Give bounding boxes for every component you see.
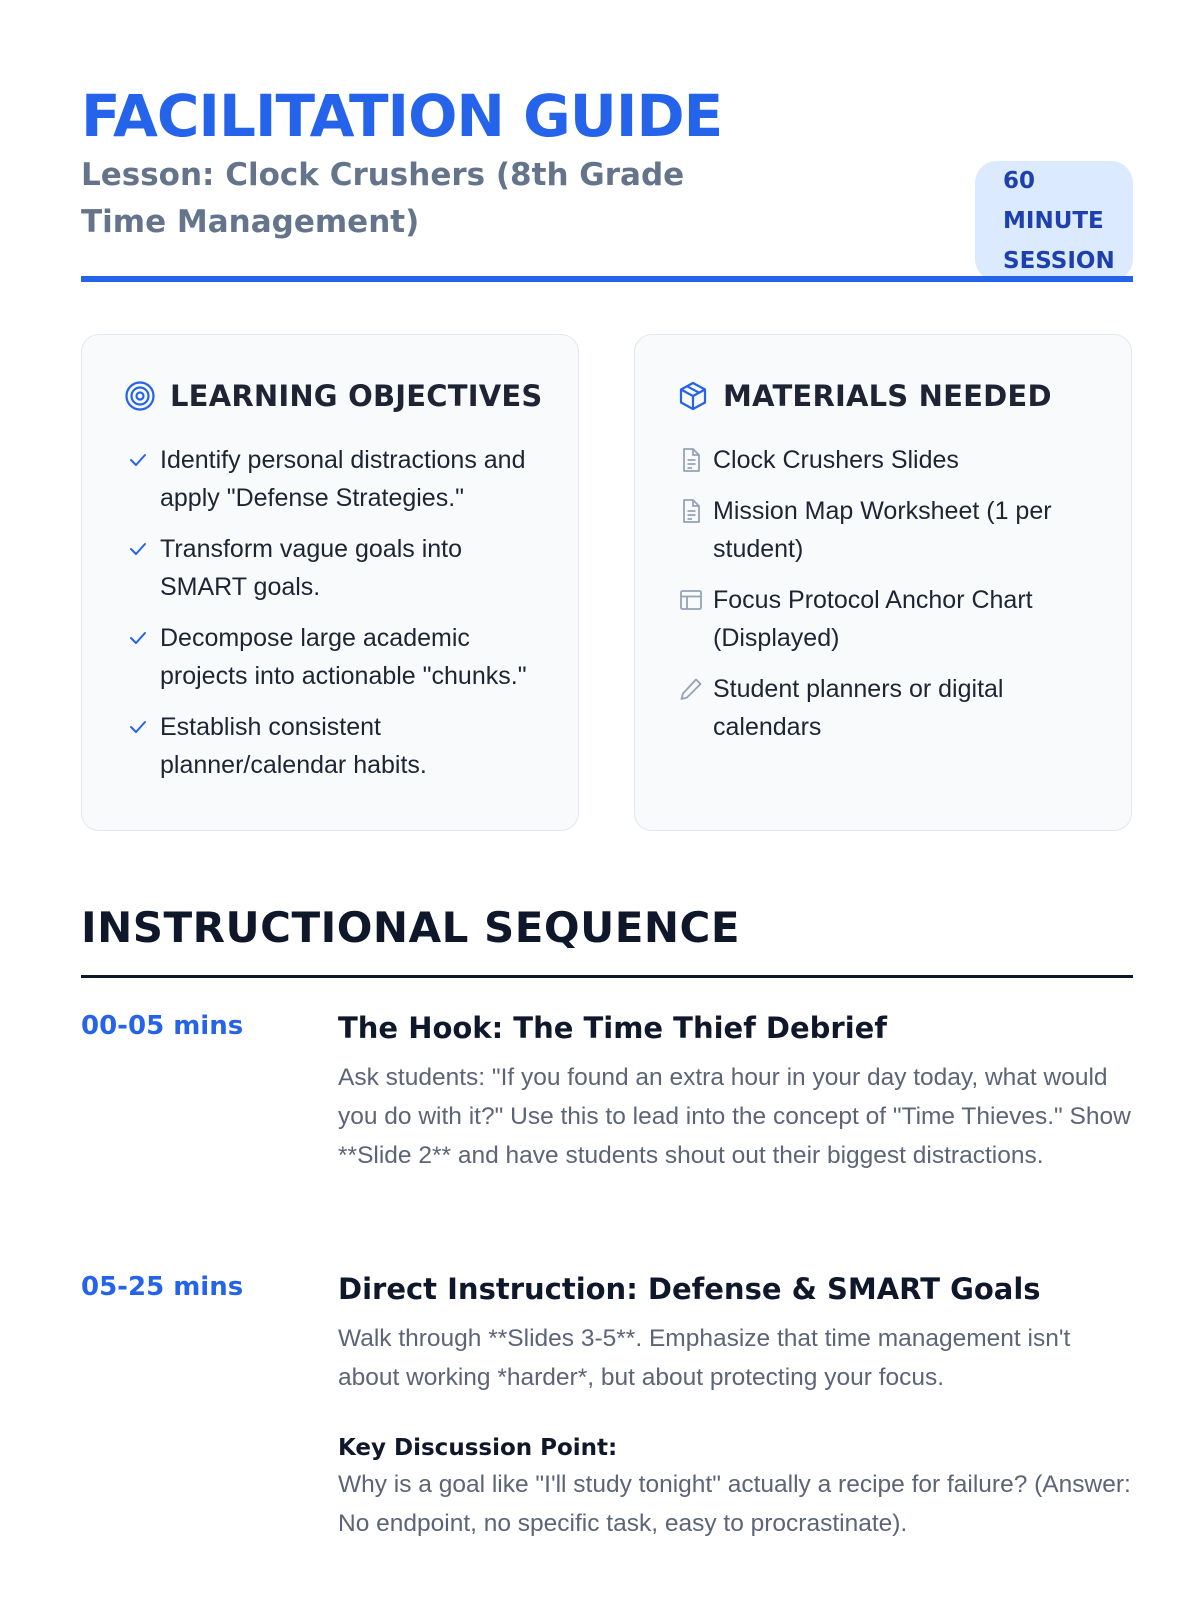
check-icon [124, 535, 152, 563]
key-discussion-text: Why is a goal like "I'll study tonight" actually a recipe for failure? (Answer: No endpoint, no specific task, easy to procrastinate). [338, 1471, 1131, 1537]
material-label: Focus Protocol Anchor Chart (Displayed) [713, 586, 1033, 652]
list-item [677, 670, 1101, 746]
material-label: Student planners or digital calendars [713, 675, 1004, 741]
objectives-list [124, 441, 548, 797]
step-body [338, 1008, 1133, 1175]
header-row [81, 152, 1133, 274]
list-item [124, 441, 548, 517]
list-item [124, 619, 548, 695]
session-length-badge: 60 MINUTE SESSION [975, 161, 1133, 281]
materials-needed-card [634, 334, 1132, 831]
layout-icon [677, 586, 705, 614]
list-item [124, 708, 548, 784]
materials-list [677, 441, 1101, 759]
materials-needed-header [677, 379, 1052, 413]
target-icon [124, 380, 156, 412]
key-discussion-label: Key Discussion Point: [338, 1435, 618, 1461]
step-time: 00-05 mins [81, 1011, 244, 1041]
material-label: Mission Map Worksheet (1 per student) [713, 497, 1052, 563]
step-body [338, 1269, 1133, 1543]
learning-objectives-card [81, 334, 579, 831]
list-item [677, 581, 1101, 657]
materials-needed-title: MATERIALS NEEDED [723, 379, 1052, 413]
material-label: Clock Crushers Slides [713, 446, 959, 474]
facilitation-guide-page [81, 80, 1133, 1537]
step-heading: The Hook: The Time Thief Debrief [338, 1011, 887, 1045]
objective-text: Identify personal distractions and apply "Defense Strategies." [160, 446, 526, 512]
header-divider [81, 276, 1133, 282]
list-item [677, 441, 1101, 479]
objective-text: Establish consistent planner/calendar habits. [160, 713, 427, 779]
step-heading: Direct Instruction: Defense & SMART Goals [338, 1272, 1041, 1306]
check-icon [124, 713, 152, 741]
list-item [677, 492, 1101, 568]
list-item [124, 530, 548, 606]
check-icon [124, 446, 152, 474]
step-description: Ask students: "If you found an extra hour in your day today, what would you do with it?" Use this to lead into the concept of "Time Thieves." Show **Slide 2** and have students shout out their biggest distractions. [338, 1064, 1131, 1169]
step-time: 05-25 mins [81, 1272, 244, 1302]
pencil-icon [677, 675, 705, 703]
objective-text: Transform vague goals into SMART goals. [160, 535, 463, 601]
sequence-divider [81, 975, 1133, 978]
learning-objectives-title: LEARNING OBJECTIVES [170, 379, 543, 413]
document-icon [677, 446, 705, 474]
objective-text: Decompose large academic projects into actionable "chunks." [160, 624, 527, 690]
learning-objectives-header [124, 379, 542, 413]
check-icon [124, 624, 152, 652]
instructional-sequence-title: INSTRUCTIONAL SEQUENCE [81, 903, 741, 952]
step-description: Walk through **Slides 3-5**. Emphasize that time management isn't about working *harder*, but about protecting your focus. [338, 1325, 1071, 1391]
document-icon [677, 497, 705, 525]
lesson-subtitle: Lesson: Clock Crushers (8th Grade Time Management) [81, 157, 685, 240]
page-title: FACILITATION GUIDE [81, 82, 723, 150]
package-icon [677, 380, 709, 412]
